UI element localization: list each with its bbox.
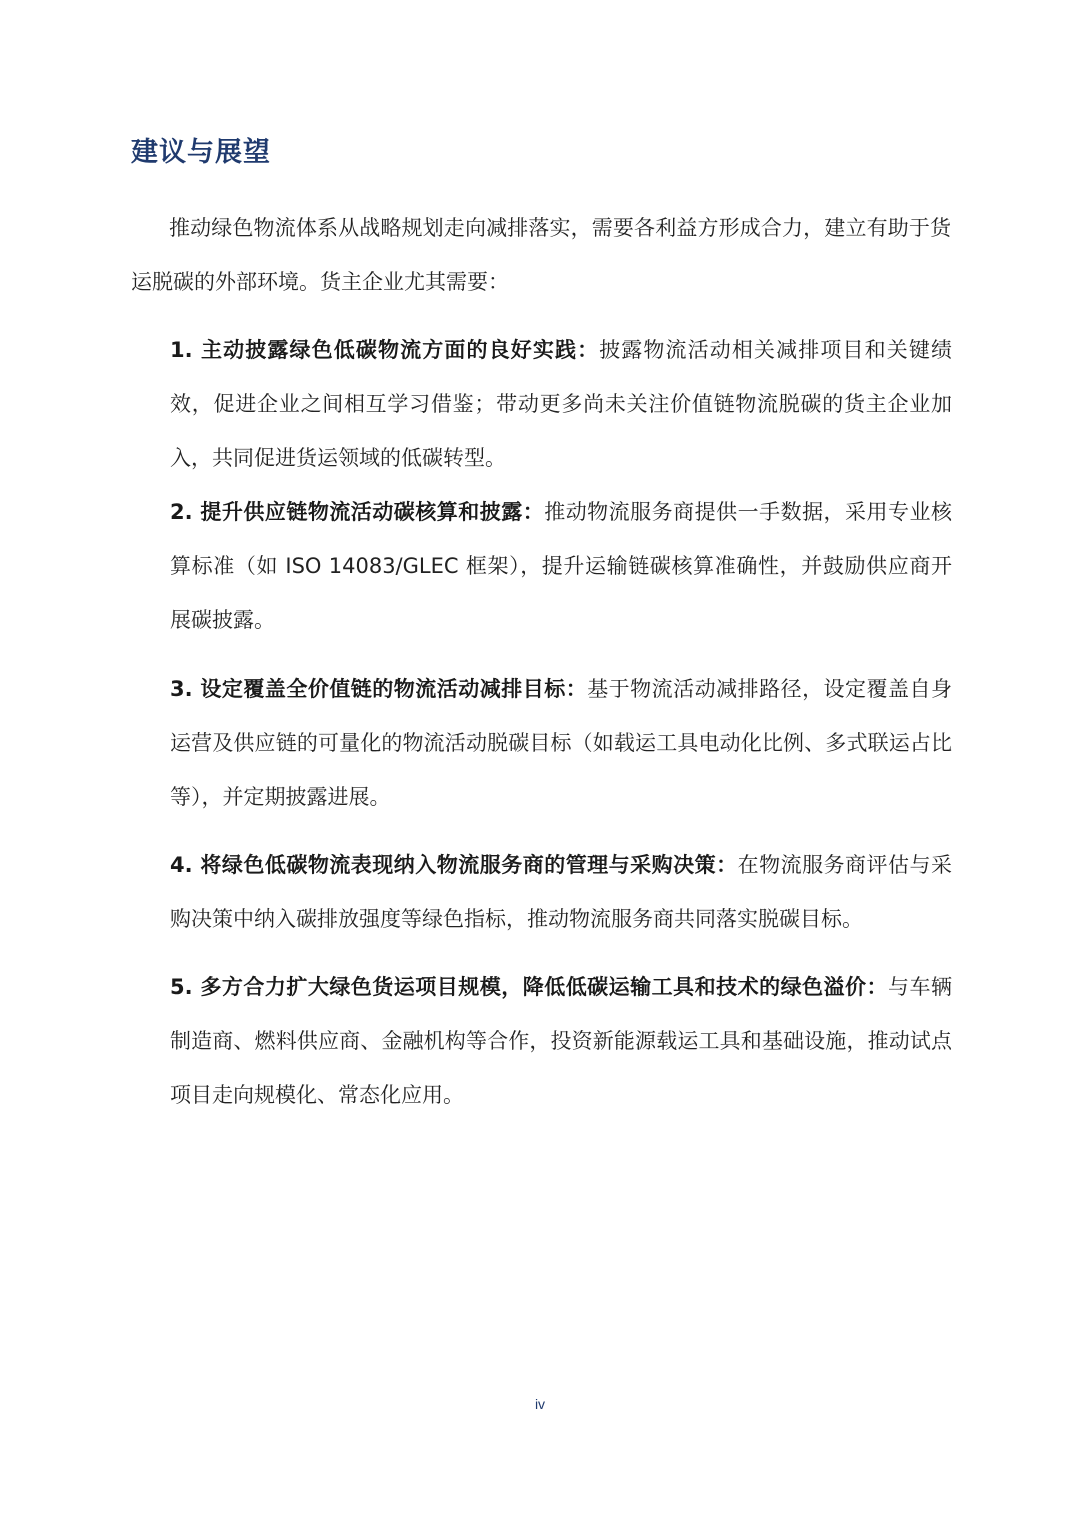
- section-heading: 建议与展望: [131, 137, 271, 168]
- recommendation-item: [170, 323, 952, 485]
- recommendation-lead: 4. 将绿色低碳物流表现纳入物流服务商的管理与采购决策：: [170, 853, 738, 877]
- recommendation-text: 推动物流服务商提供一手数据，采用专业核算标准（如 ISO 14083/GLEC 框架），提升运输链碳核算准确性，并鼓励供应商开展碳披露。: [170, 500, 952, 632]
- recommendation-lead: 5. 多方合力扩大绿色货运项目规模，降低低碳运输工具和技术的绿色溢价：: [170, 975, 889, 999]
- recommendation-item: [170, 838, 952, 946]
- recommendation-text: 披露物流活动相关减排项目和关键绩效，促进企业之间相互学习借鉴；带动更多尚未关注价值链物流脱碳的货主企业加入，共同促进货运领域的低碳转型。: [170, 338, 952, 470]
- recommendation-text: 基于物流活动减排路径，设定覆盖自身运营及供应链的可量化的物流活动脱碳目标（如载运工具电动化比例、多式联运占比等），并定期披露进展。: [170, 677, 953, 809]
- recommendation-text: 与车辆制造商、燃料供应商、金融机构等合作，投资新能源载运工具和基础设施，推动试点项目走向规模化、常态化应用。: [170, 975, 952, 1107]
- intro-paragraph: 推动绿色物流体系从战略规划走向减排落实，需要各利益方形成合力，建立有助于货运脱碳的外部环境。货主企业尤其需要：: [131, 216, 951, 294]
- page-number: iv: [534, 1396, 546, 1412]
- recommendation-item: [170, 960, 952, 1122]
- recommendation-lead: 2. 提升供应链物流活动碳核算和披露：: [170, 500, 545, 524]
- recommendation-text: 在物流服务商评估与采购决策中纳入碳排放强度等绿色指标，推动物流服务商共同落实脱碳目标。: [170, 853, 953, 931]
- recommendation-lead: 3. 设定覆盖全价值链的物流活动减排目标：: [170, 677, 588, 701]
- recommendation-item: [170, 485, 952, 647]
- recommendation-item: [170, 662, 952, 824]
- recommendation-lead: 1. 主动披露绿色低碳物流方面的良好实践：: [170, 338, 600, 362]
